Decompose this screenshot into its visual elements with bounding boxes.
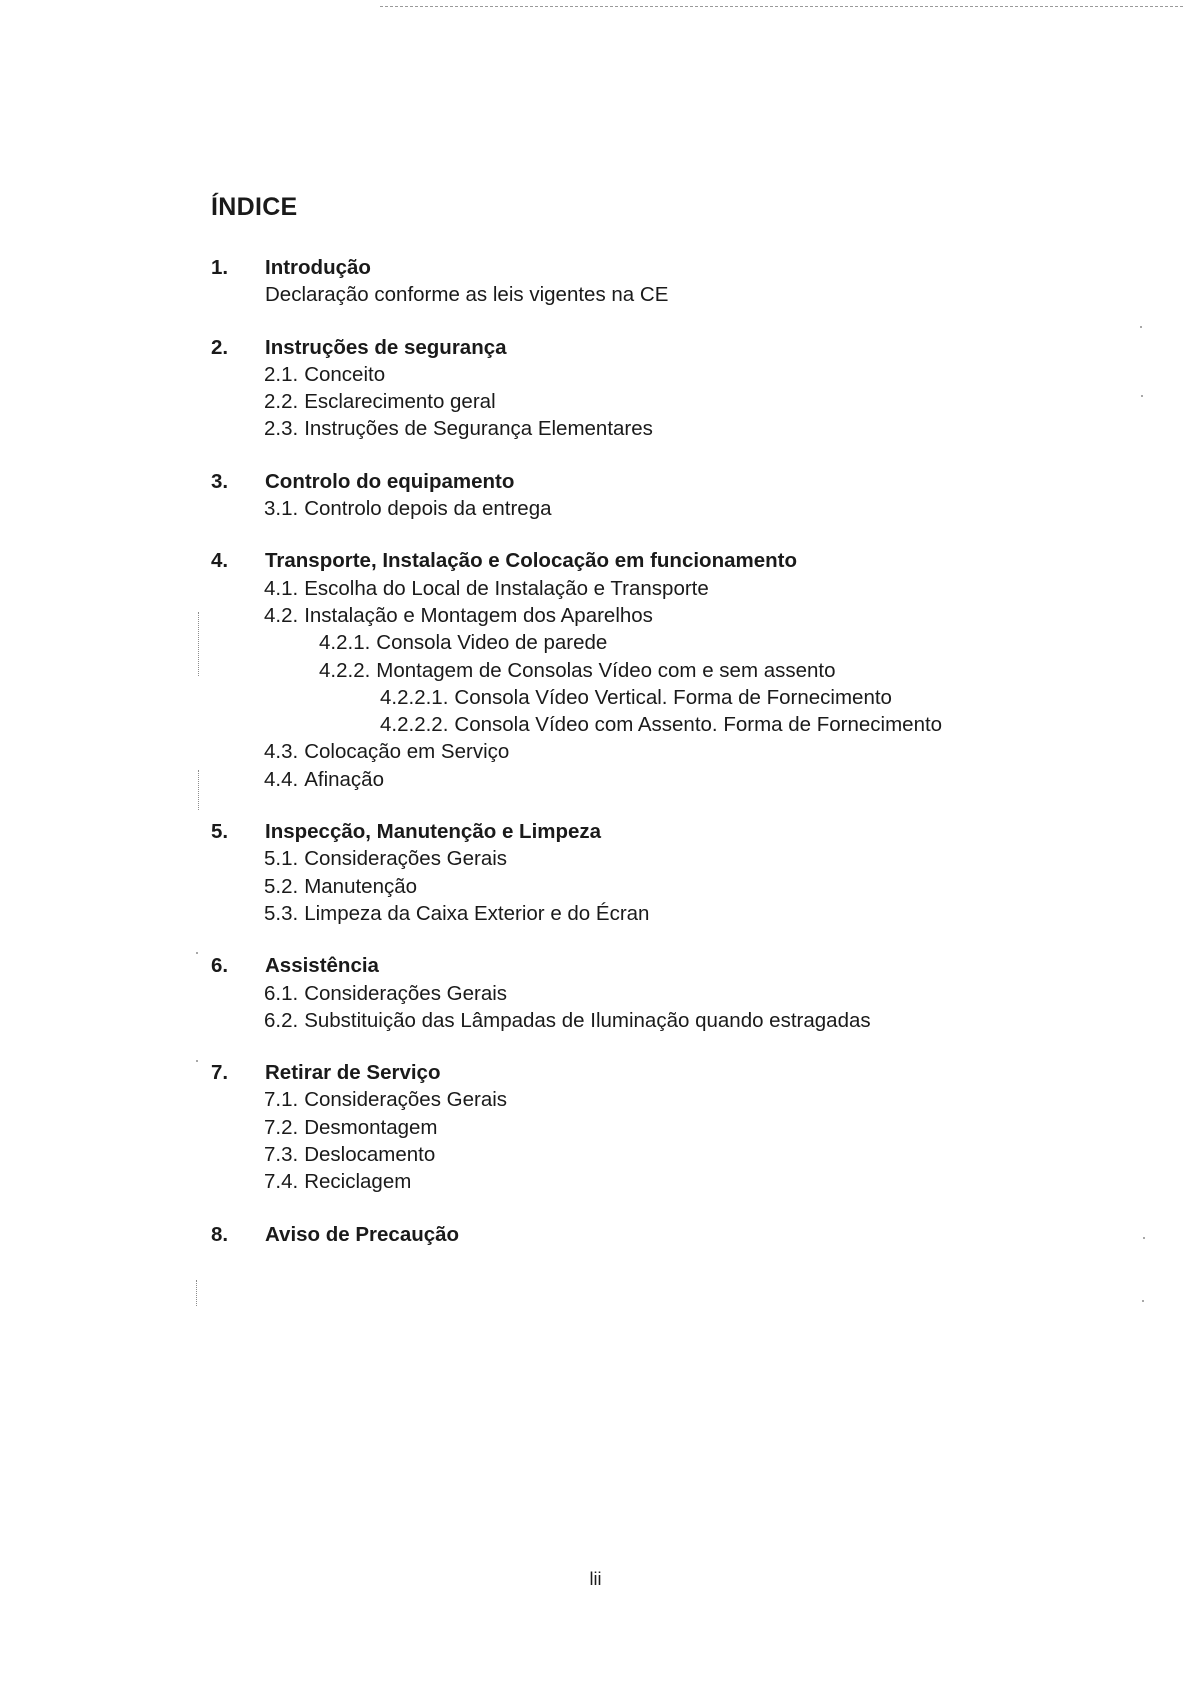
toc-entry[interactable] xyxy=(211,657,1111,684)
section-number: 4. xyxy=(211,549,229,573)
toc-entry[interactable] xyxy=(211,980,1111,1007)
section-number: 6. xyxy=(211,954,229,978)
entry-number: 4.2.1. xyxy=(319,631,371,655)
entry-number: 6.2. xyxy=(264,1008,299,1032)
toc-entry[interactable] xyxy=(211,388,1111,415)
entry-label: Colocação em Serviço xyxy=(304,740,510,764)
entry-number: 2.3. xyxy=(264,417,299,441)
toc-section-heading[interactable] xyxy=(211,468,1111,495)
toc-section-6 xyxy=(211,952,1111,1034)
section-number: 8. xyxy=(211,1222,229,1246)
entry-label: Instruções de Segurança Elementares xyxy=(304,417,653,441)
page-number: lii xyxy=(589,1569,602,1589)
scan-speck xyxy=(198,612,199,676)
toc-entry[interactable] xyxy=(211,602,1111,629)
toc-section-7 xyxy=(211,1059,1111,1195)
toc-entry[interactable] xyxy=(211,738,1111,765)
toc-section-3 xyxy=(211,468,1111,523)
entry-label: Considerações Gerais xyxy=(304,981,508,1005)
toc-entry[interactable] xyxy=(211,1007,1111,1034)
section-number: 7. xyxy=(211,1061,229,1085)
section-title: Controlo do equipamento xyxy=(265,469,515,493)
toc-entry[interactable] xyxy=(211,1141,1111,1168)
entry-label: Montagem de Consolas Vídeo com e sem assento xyxy=(376,658,836,682)
entry-label: Consola Vídeo com Assento. Forma de Fornecimento xyxy=(454,713,943,737)
entry-label: Escolha do Local de Instalação e Transporte xyxy=(304,576,709,600)
entry-label: Consola Vídeo Vertical. Forma de Fornecimento xyxy=(454,685,892,709)
entry-number: 4.1. xyxy=(264,576,299,600)
toc-entry[interactable] xyxy=(211,711,1111,738)
scan-speck xyxy=(196,1060,198,1062)
toc-section-2 xyxy=(211,334,1111,443)
section-number: 1. xyxy=(211,256,229,279)
toc-entry[interactable] xyxy=(211,361,1111,388)
toc-section-5 xyxy=(211,818,1111,927)
entry-label: Instalação e Montagem dos Aparelhos xyxy=(304,603,653,627)
scan-speck xyxy=(196,952,198,954)
entry-label: Considerações Gerais xyxy=(304,847,508,871)
entry-number: 4.4. xyxy=(264,767,299,791)
section-title: Introdução xyxy=(265,256,371,279)
toc-entry[interactable] xyxy=(211,766,1111,793)
toc-entry[interactable] xyxy=(211,495,1111,522)
table-of-contents xyxy=(211,254,1111,1273)
entry-label: Reciclagem xyxy=(304,1170,412,1194)
section-number: 3. xyxy=(211,469,229,493)
entry-label: Substituição das Lâmpadas de Iluminação quando estragadas xyxy=(304,1008,871,1032)
section-title: Aviso de Precaução xyxy=(265,1222,460,1246)
toc-entry[interactable] xyxy=(211,1168,1111,1195)
entry-label: Limpeza da Caixa Exterior e do Écran xyxy=(304,901,650,925)
toc-section-heading[interactable] xyxy=(211,254,1111,281)
section-title: Retirar de Serviço xyxy=(265,1061,441,1085)
entry-number: 4.2.2.2. xyxy=(380,713,449,737)
section-title: Transporte, Instalação e Colocação em funcionamento xyxy=(265,549,797,573)
entry-number: 7.4. xyxy=(264,1170,299,1194)
page-title: ÍNDICE xyxy=(211,193,298,221)
section-title: Instruções de segurança xyxy=(265,335,507,359)
toc-section-1 xyxy=(211,254,1111,309)
entry-number: 2.1. xyxy=(264,362,299,386)
entry-number: 7.3. xyxy=(264,1143,299,1167)
toc-section-heading[interactable] xyxy=(211,1221,1111,1248)
section-title: Assistência xyxy=(265,954,379,978)
entry-number: 2.2. xyxy=(264,390,299,414)
entry-number: 7.1. xyxy=(264,1088,299,1112)
section-description: Declaração conforme as leis vigentes na CE xyxy=(265,283,669,307)
entry-label: Conceito xyxy=(304,362,386,386)
entry-number: 4.2.2. xyxy=(319,658,371,682)
entry-number: 5.2. xyxy=(264,874,299,898)
entry-number: 5.3. xyxy=(264,901,299,925)
toc-entry[interactable] xyxy=(211,845,1111,872)
toc-entry[interactable] xyxy=(211,684,1111,711)
toc-section-heading[interactable] xyxy=(211,334,1111,361)
entry-label: Considerações Gerais xyxy=(304,1088,508,1112)
toc-entry[interactable] xyxy=(211,575,1111,602)
toc-section-heading[interactable] xyxy=(211,1059,1111,1086)
scan-top-rule xyxy=(380,6,1183,7)
toc-entry[interactable] xyxy=(211,415,1111,442)
toc-section-8 xyxy=(211,1221,1111,1248)
entry-label: Esclarecimento geral xyxy=(304,390,496,414)
section-title: Inspecção, Manutenção e Limpeza xyxy=(265,820,602,844)
toc-section-heading[interactable] xyxy=(211,818,1111,845)
scan-speck xyxy=(198,770,199,810)
entry-label: Consola Video de parede xyxy=(376,631,608,655)
entry-number: 6.1. xyxy=(264,981,299,1005)
toc-entry[interactable] xyxy=(211,873,1111,900)
toc-section-heading[interactable] xyxy=(211,547,1111,574)
scan-speck xyxy=(1140,326,1142,328)
toc-entry[interactable] xyxy=(211,1114,1111,1141)
section-number: 5. xyxy=(211,820,229,844)
toc-section-heading[interactable] xyxy=(211,952,1111,979)
scan-speck xyxy=(1142,1300,1144,1302)
scan-speck xyxy=(1143,1237,1145,1239)
entry-number: 4.3. xyxy=(264,740,299,764)
toc-entry[interactable] xyxy=(211,900,1111,927)
scan-speck xyxy=(1141,395,1143,397)
entry-label: Deslocamento xyxy=(304,1143,436,1167)
section-number: 2. xyxy=(211,335,229,359)
toc-section-4 xyxy=(211,547,1111,793)
entry-number: 3.1. xyxy=(264,497,299,521)
entry-number: 5.1. xyxy=(264,847,299,871)
entry-label: Controlo depois da entrega xyxy=(304,497,552,521)
entry-label: Manutenção xyxy=(304,874,418,898)
entry-number: 7.2. xyxy=(264,1115,299,1139)
entry-label: Desmontagem xyxy=(304,1115,438,1139)
entry-label: Afinação xyxy=(304,767,384,791)
scan-speck xyxy=(196,1280,197,1306)
toc-entry[interactable] xyxy=(211,1086,1111,1113)
entry-number: 4.2.2.1. xyxy=(380,685,449,709)
entry-number: 4.2. xyxy=(264,603,299,627)
toc-entry[interactable] xyxy=(211,629,1111,656)
